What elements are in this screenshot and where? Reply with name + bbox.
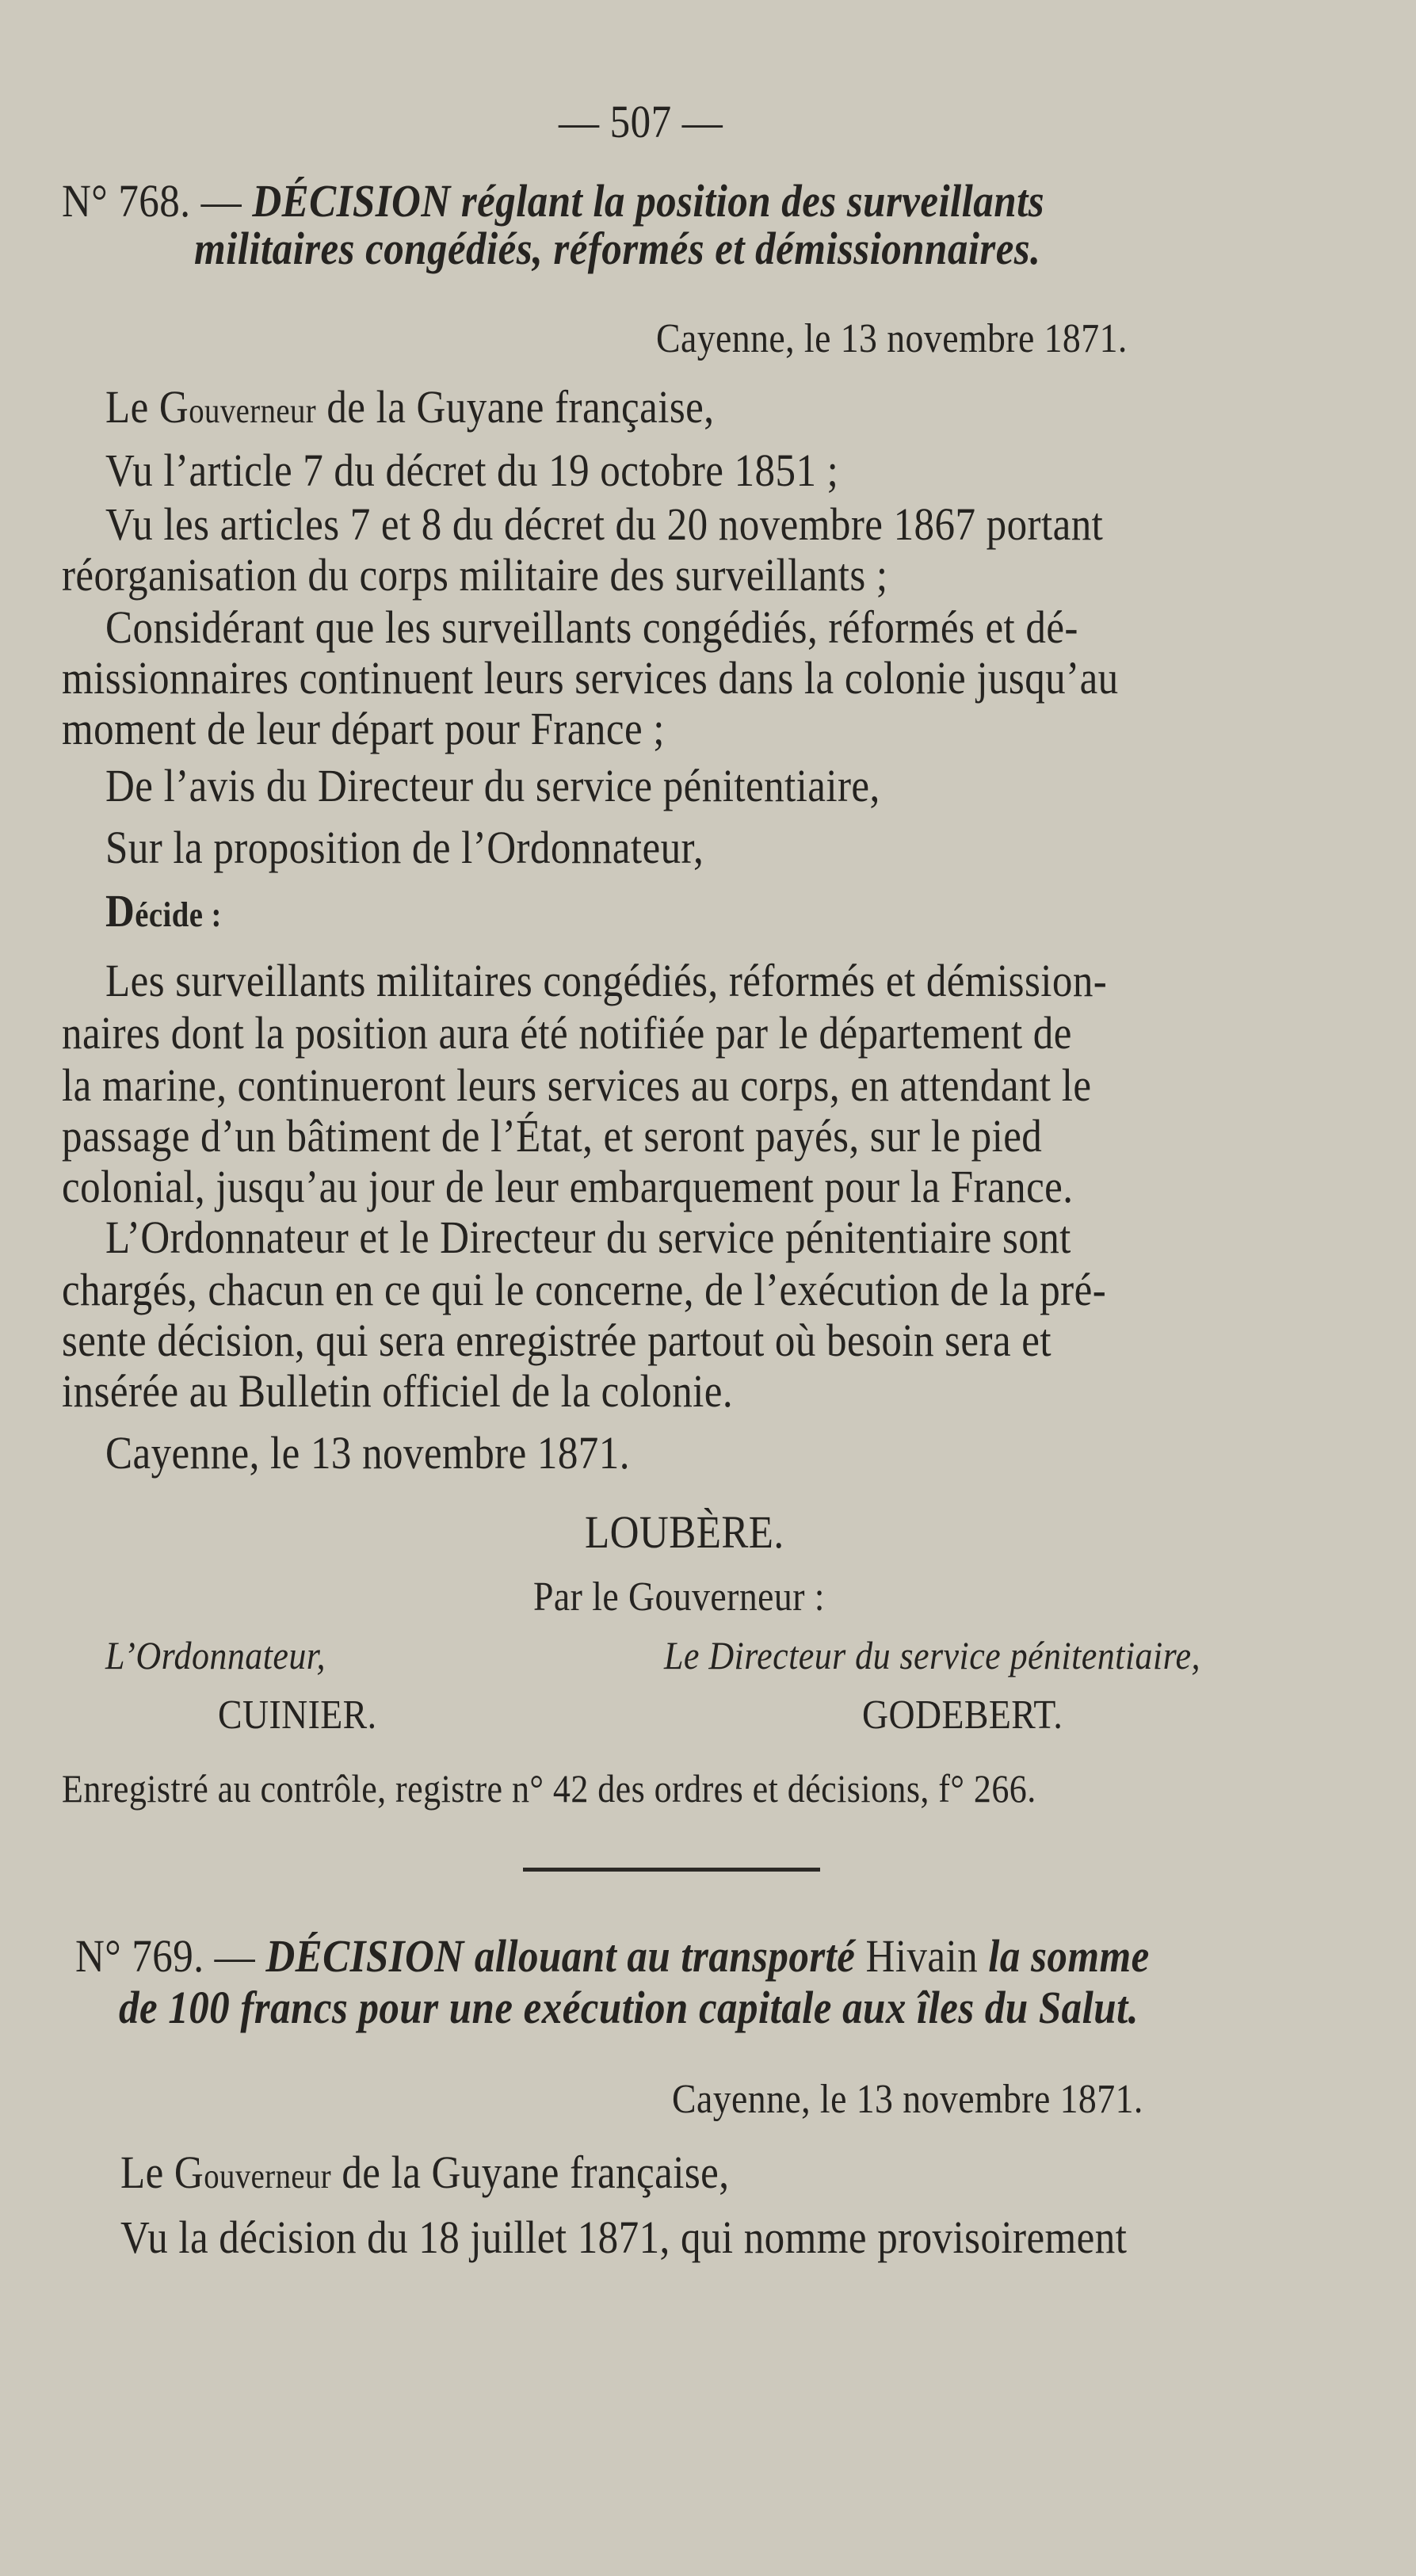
governor-line xyxy=(105,380,714,433)
decision-number: N° 769. — xyxy=(75,1930,256,1982)
proposition-line: Sur la proposition de l’Ordonnateur, xyxy=(105,822,704,873)
body-p1-l3: la marine, continueront leurs services au corps, en attendant le xyxy=(62,1059,1092,1111)
body-p2-l2: chargés, chacun en ce qui le concerne, de l’exécution de la pré- xyxy=(62,1264,1107,1315)
body-p2-l1: L’Ordonnateur et le Directeur du service pénitentiaire sont xyxy=(105,1212,1071,1263)
page-number: — 507 — xyxy=(559,96,723,147)
avis-line: De l’avis du Directeur du service pénitentiaire, xyxy=(105,760,880,811)
ordonnateur-name: CUINIER. xyxy=(218,1693,377,1738)
par-le-gouverneur: Par le Gouverneur : xyxy=(533,1574,825,1620)
vu-line-1: Vu la décision du 18 juillet 1871, qui nomme provisoirement xyxy=(120,2212,1128,2263)
considerant-3: moment de leur départ pour France ; xyxy=(62,703,665,754)
governor-le: Le xyxy=(120,2147,164,2198)
decision-title-word: DÉCISION xyxy=(252,175,451,227)
governor-g: G xyxy=(174,2147,204,2198)
governor-tail: de la Guyane française, xyxy=(326,381,715,433)
directeur-name: GODEBERT. xyxy=(862,1693,1063,1738)
decision-769-title-line2 xyxy=(119,1981,1139,2034)
decide-line xyxy=(105,884,222,937)
vu-line-2b: réorganisation du corps militaire des surveillants ; xyxy=(62,549,888,601)
governor-le: Le xyxy=(105,381,149,433)
decision-768-title-line2: militaires congédiés, réformés et démissionnaires. xyxy=(194,223,1041,274)
signer-name: LOUBÈRE. xyxy=(585,1506,784,1558)
directeur-title: Le Directeur du service pénitentiaire, xyxy=(664,1633,1200,1677)
considerant-1: Considérant que les surveillants congédiés, réformés et dé- xyxy=(105,601,1078,653)
title-rest: francs pour une exécution capitale aux îles du Salut. xyxy=(240,1982,1139,2033)
decision-768-heading xyxy=(62,174,1267,227)
section-divider xyxy=(523,1868,820,1872)
signature-date: Cayenne, le 13 novembre 1871. xyxy=(105,1427,630,1479)
decision-769-heading xyxy=(75,1929,1150,1983)
title-amount: de 100 xyxy=(119,1982,231,2033)
body-p1-l5: colonial, jusqu’au jour de leur embarquement pour la France. xyxy=(62,1161,1074,1212)
body-p1-l4: passage d’un bâtiment de l’État, et seront payés, sur le pied xyxy=(62,1110,1043,1162)
governor-g: G xyxy=(158,381,189,433)
transporte-name: Hivain xyxy=(865,1930,979,1982)
decision-number: N° 768. — xyxy=(62,175,242,227)
decision-title-rest: réglant la position des surveillants xyxy=(460,175,1045,227)
decide-d: D xyxy=(105,885,135,937)
decide-rest: écide : xyxy=(135,895,222,934)
ordonnateur-title: L’Ordonnateur, xyxy=(105,1633,326,1677)
governor-rest: ouverneur xyxy=(189,391,317,430)
governor-tail: de la Guyane française, xyxy=(342,2147,730,2198)
vu-line-2a: Vu les articles 7 et 8 du décret du 20 novembre 1867 portant xyxy=(105,498,1104,550)
body-p1-l2: naires dont la position aura été notifiée par le département de xyxy=(62,1007,1072,1059)
governor-line xyxy=(120,2146,729,2199)
place-date: Cayenne, le 13 novembre 1871. xyxy=(672,2077,1143,2122)
decision-title-rest: la somme xyxy=(988,1930,1150,1982)
place-date: Cayenne, le 13 novembre 1871. xyxy=(656,316,1128,361)
vu-line-1: Vu l’article 7 du décret du 19 octobre 1851 ; xyxy=(105,445,839,496)
considerant-2: missionnaires continuent leurs services dans la colonie jusqu’au xyxy=(62,652,1119,704)
body-p2-l4: insérée au Bulletin officiel de la colonie. xyxy=(62,1365,734,1417)
body-p1-l1: Les surveillants militaires congédiés, réformés et démission- xyxy=(105,955,1108,1006)
decision-title: DÉCISION allouant au transporté xyxy=(265,1930,856,1982)
body-p2-l3: sente décision, qui sera enregistrée partout où besoin sera et xyxy=(62,1315,1052,1366)
registration-note: Enregistré au contrôle, registre n° 42 des ordres et décisions, f° 266. xyxy=(62,1766,1036,1811)
governor-rest: ouverneur xyxy=(204,2157,332,2196)
